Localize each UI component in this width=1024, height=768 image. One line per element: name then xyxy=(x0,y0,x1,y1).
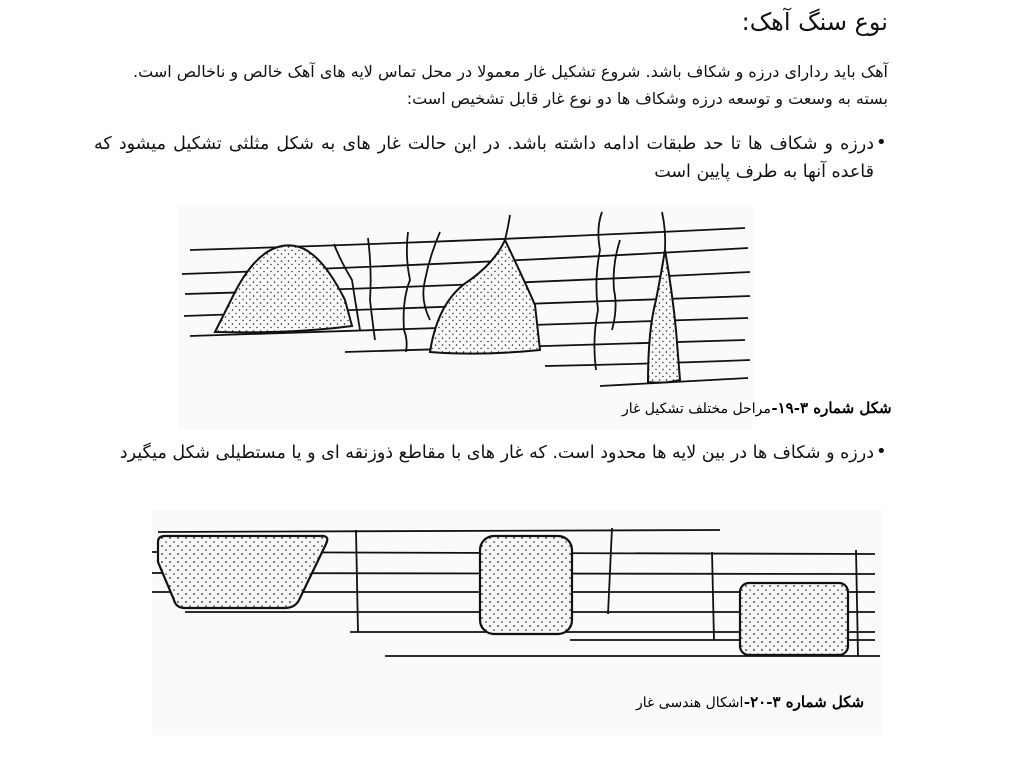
bullet-rectangular-caves: درزه و شکاف ها در بین لایه ها محدود است. که غار های با مقاطع ذوزنقه ای و یا مستطیلی شکل میگیرد xyxy=(119,443,874,463)
svg-text:شکل شماره ۳-۱۹- مراحل مخ xyxy=(621,399,892,417)
cave-rectangle-2 xyxy=(740,583,848,655)
bullet-triangular-caves: درزه و شکاف ها تا حد طبقات ادامه داشته باشد. در این حالت غار های به شکل مثلثی تشکیل میشود که قاعده آنها به طرف پایین است xyxy=(94,134,874,182)
svg-text:شکل شماره ۳-۲۰- اشکال هن xyxy=(635,693,864,711)
slide-title: نوع سنگ آهک: xyxy=(741,8,888,36)
figure-19-caption: مراحل مختلف تشکیل غار xyxy=(622,401,771,417)
figure-geometric-cave-shapes xyxy=(152,510,882,735)
bullet-marker: • xyxy=(876,441,887,462)
figure-19-label: شکل شماره ۳-۱۹- xyxy=(771,399,892,417)
figure-cave-formation-stages xyxy=(178,205,892,430)
figure-20-label: شکل شماره ۳-۲۰- xyxy=(743,693,865,711)
cave-rectangle-1 xyxy=(480,536,572,634)
figure-20-caption: اشکال هندسی غار xyxy=(636,695,744,711)
bullet-marker: • xyxy=(876,132,887,153)
intro-paragraph: آهک باید ردارای درزه و شکاف باشد. شروع تشکیل غار معمولا در محل تماس لایه های آهک خالص و ناخالص است. بسته به وسعت و توسعه درزه وشکاف ها دو نوع غار قابل تشخیص است: xyxy=(133,62,888,108)
